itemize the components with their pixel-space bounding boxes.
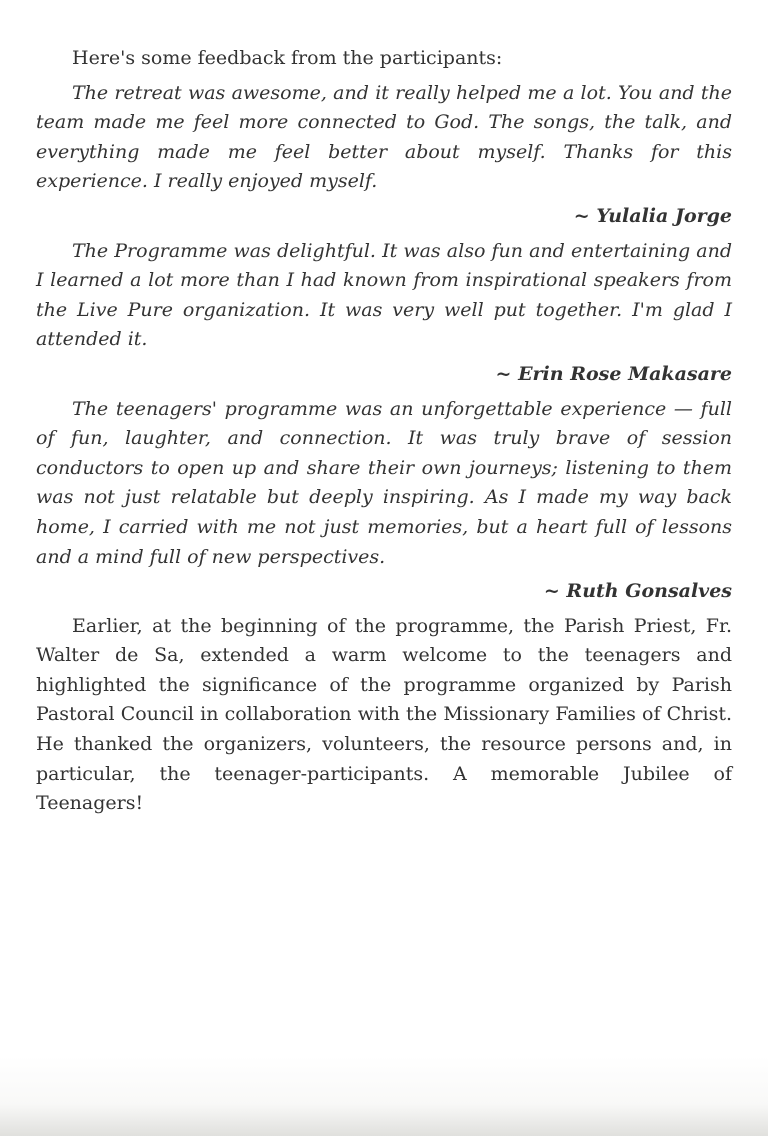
testimonial-quote-2: The Programme was delightful. It was also fun and entertaining and I learned a lot more than I had known from inspirational speakers from the Live Pure organization. It was very well put together. I'm glad I attended it. [36,239,732,351]
testimonial-author-2: ~ Erin Rose Makasare [495,362,732,385]
closing-paragraph: Earlier, at the beginning of the programme, the Parish Priest, Fr. Walter de Sa, extended a warm welcome to the teenagers and highlighted the significance of the programme organized by Parish Pastoral Council in collaboration with the Missionary Families of Christ. He thanked the organizers, volunteers, the resource persons and, in particular, the teenager-participants. A memorable Jubilee of Teenagers! [36,614,732,815]
document-body [36,44,732,819]
testimonial-quote-3: The teenagers' programme was an unforgettable experience — full of fun, laughter, and connection. It was truly brave of session conductors to open up and share their own journeys; listening to them was not just relatable but deeply inspiring. As I made my way back home, I carried with me not just memories, but a heart full of lessons and a mind full of new perspectives. [36,397,732,568]
testimonial-author-1: ~ Yulalia Jorge [573,204,732,227]
testimonial-author-3: ~ Ruth Gonsalves [543,580,732,603]
page-bottom-fade [0,1056,768,1136]
testimonial-quote-1: The retreat was awesome, and it really helped me a lot. You and the team made me feel more connected to God. The songs, the talk, and everything made me feel better about myself. Thanks for this experience. I really enjoyed myself. [36,81,732,193]
intro-paragraph: Here's some feedback from the participants: [72,47,503,69]
